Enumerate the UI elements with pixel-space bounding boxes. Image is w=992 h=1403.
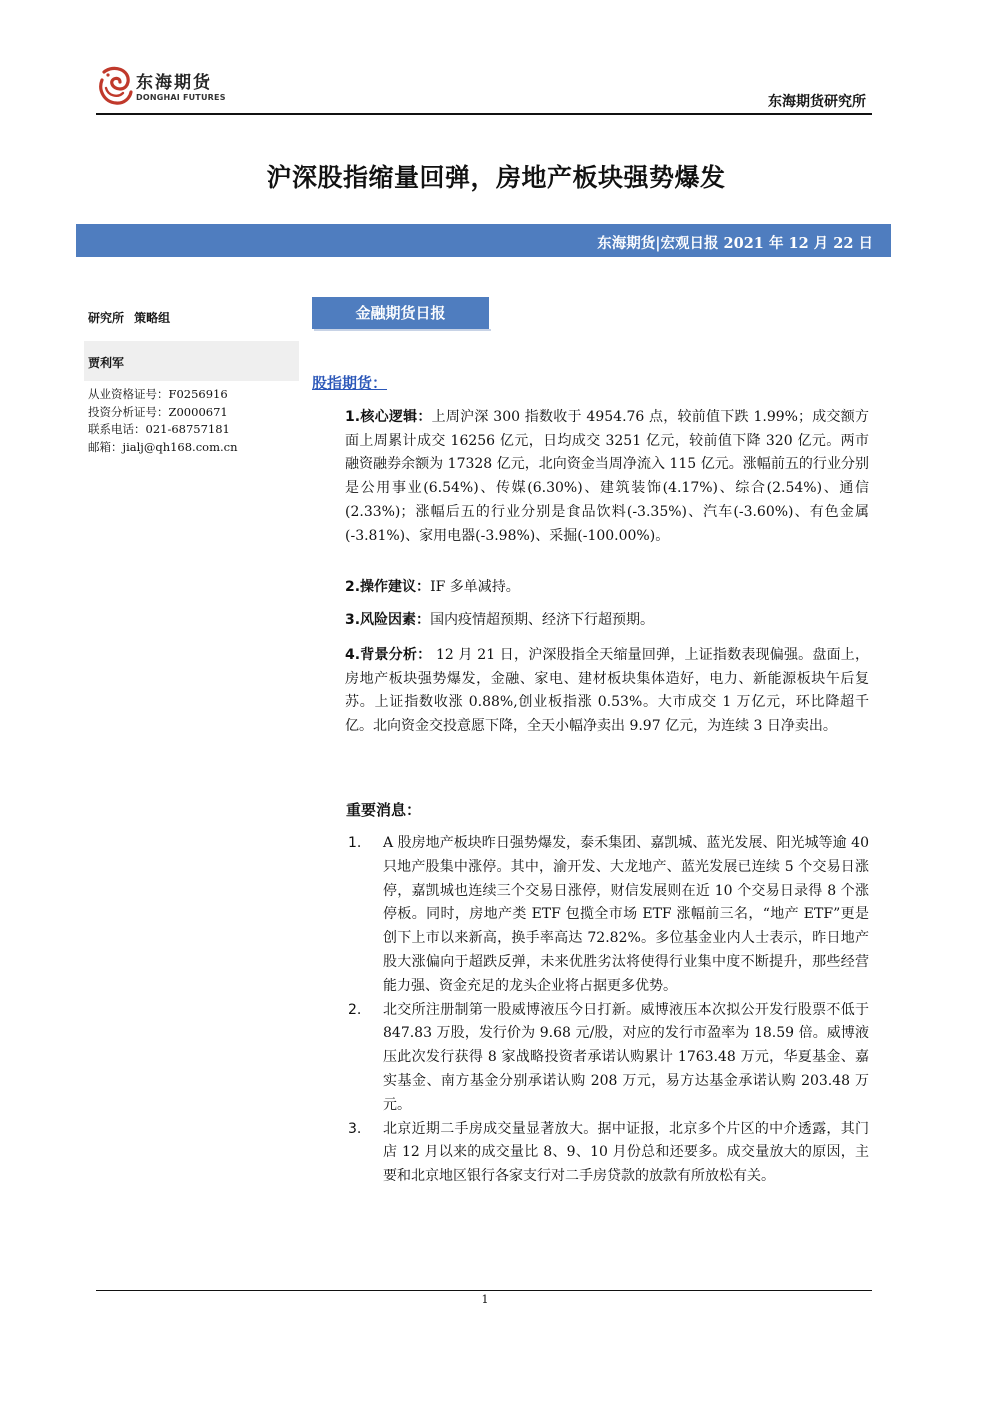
point-text: 国内疫情超预期、经济下行超预期。 xyxy=(430,612,655,628)
news-list xyxy=(346,832,869,1189)
list-item xyxy=(346,1118,869,1189)
footer-divider xyxy=(96,1290,872,1291)
analyst-contact xyxy=(88,386,238,456)
list-item-number: 1. xyxy=(348,835,362,851)
logo-dragon-icon xyxy=(96,66,134,106)
banner-text: 东海期货|宏观日报 2021 年 12 月 22 日 xyxy=(597,235,873,252)
report-title: 沪深股指缩量回弹，房地产板块强势爆发 xyxy=(266,163,726,192)
subsection-heading: 股指期货： xyxy=(312,374,388,392)
company-logo xyxy=(96,66,236,110)
contact-email: 邮箱：jialj@qh168.com.cn xyxy=(88,439,238,454)
team-label: 研究所 策略组 xyxy=(88,311,171,325)
list-item-text: 北京近期二手房成交量显著放大。据中证报，北京多个片区的中介透露，其门店 12 月以来的成交量比 8、9、10 月份总和还要多。成交量放大的原因，主要和北京地区银行各家支行对二手房贷款的放款有所放松有关。 xyxy=(383,1120,869,1185)
qualification-number: 从业资格证号：F0256916 xyxy=(88,387,228,401)
list-item-number: 3. xyxy=(348,1120,362,1137)
institute-name: 东海期货研究所 xyxy=(768,94,866,110)
analyst-box xyxy=(84,341,299,381)
point-text: IF 多单减持。 xyxy=(430,579,520,595)
list-item-number: 2. xyxy=(348,1001,362,1018)
section-label: 金融期货日报 xyxy=(312,297,489,329)
section-label-shadow xyxy=(314,329,491,331)
page-number: 1 xyxy=(481,1293,489,1306)
logo-english-name: DONGHAI FUTURES xyxy=(136,93,226,102)
logo-chinese-name: 东海期货 xyxy=(136,73,212,93)
contact-phone: 联系电话：021-68757181 xyxy=(88,422,230,436)
list-item-text: A 股房地产板块昨日强势爆发，泰禾集团、嘉凯城、蓝光发展、阳光城等逾 40 只地产股集中涨停。其中，渝开发、大龙地产、蓝光发展已连续 5 个交易日涨停，嘉凯城也连续三个交易日涨停，财信发展则在近 10 个交易日录得 8 个涨停板。同时，房地产类 ETF 包揽全市场 ETF 涨幅前三名，“地产 ETF”更是创下上市以来新高，换手率高达 72.82%。多位基金业内人士表示，昨日地产股大涨偏向于超跌反弹，未来优胜劣汰将使得行业集中度不断提升，那些经营能力强、资金充足的龙头企业将占据更多优势。 xyxy=(383,835,869,994)
point-core-logic xyxy=(345,406,869,548)
list-item-text: 北交所注册制第一股威博液压今日打新。威博液压本次拟公开发行股票不低于 847.83 万股，发行价为 9.68 元/股，对应的发行市盈率为 18.59 倍。威博液压此次发行获得 8 家战略投资者承诺认购累计 1763.48 万元，华夏基金、嘉实基金、南方基金分别承诺认购 208 万元，易方达基金承诺认购 203.48 万元。 xyxy=(383,1001,869,1113)
point-label: 2.操作建议： xyxy=(345,579,431,595)
list-item xyxy=(346,999,869,1118)
list-item xyxy=(346,832,869,999)
header-divider xyxy=(96,113,872,115)
point-risk xyxy=(345,609,869,633)
point-label: 3.风险因素： xyxy=(345,612,431,628)
point-suggestion xyxy=(345,576,869,600)
point-background xyxy=(345,644,869,739)
news-heading: 重要消息： xyxy=(346,801,422,819)
point-label: 1.核心逻辑： xyxy=(345,409,432,425)
investment-analysis-number: 投资分析证号：Z0000671 xyxy=(88,404,228,419)
point-text: 12 月 21 日，沪深股指全天缩量回弹，上证指数表现偏强。盘面上，房地产板块强势爆发，金融、家电、建材板块集体造好，电力、新能源板块午后复苏。上证指数收涨 0.88%,创业板指涨 0.53%。大市成交 1 万亿元，环比降超千亿。北向资金交投意愿下降，全天小幅净卖出 9.97 亿元，为连续 3 日净卖出。 xyxy=(345,647,869,735)
point-label: 4.背景分析： xyxy=(345,647,432,663)
analyst-name: 贾利军 xyxy=(88,356,125,370)
report-banner xyxy=(76,224,891,257)
point-text: 上周沪深 300 指数收于 4954.76 点，较前值下跌 1.99%；成交额方面上周累计成交 16256 亿元，日均成交 3251 亿元，较前值下降 320 亿元。两市融资融券余额为 17328 亿元，北向资金当周净流入 115 亿元。涨幅前五的行业分别是公用事业(6.54%)、传媒(6.30%)、建筑装饰(4.17%)、综合(2.54%)、通信(2.33%)；涨幅后五的行业分别是食品饮料(-3.35%)、汽车(-3.60%)、有色金属(-3.81%)、家用电器(-3.98%)、采掘(-100.00%)。 xyxy=(345,409,869,544)
